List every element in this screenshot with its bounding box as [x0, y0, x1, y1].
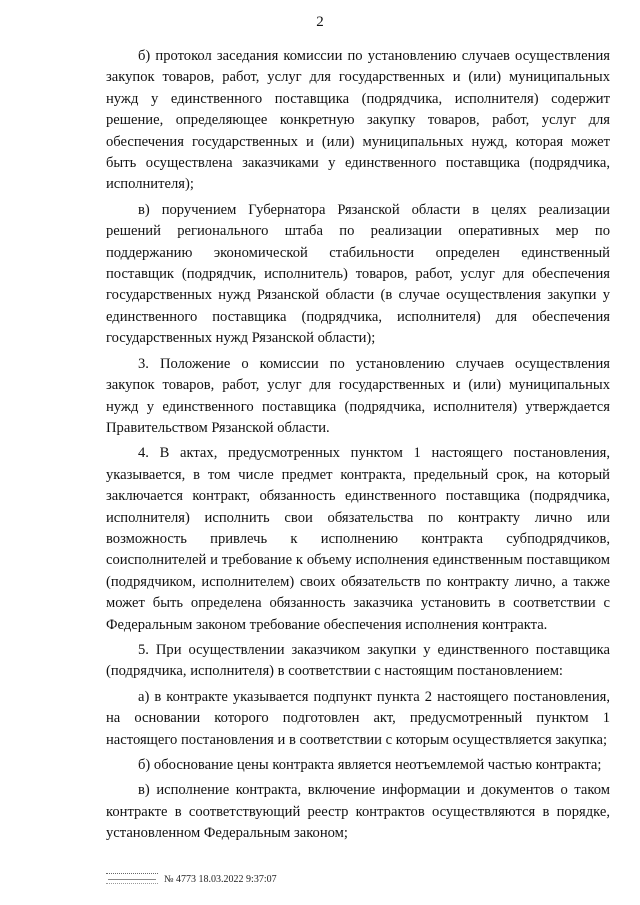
- paragraph-2v: в) поручением Губернатора Рязанской области в целях реализации решений регионального штаба по реализации оперативных мер по поддержанию экономической стабильности определен единственный поставщик (подрядчик, исполнитель) товаров, работ, услуг для обеспечения государственных нужд Рязанской области (в случае осуществления закупки у единственного поставщика (подрядчика, исполнителя) для обеспечения государственных нужд Рязанской области);: [106, 201, 610, 347]
- document-footer: [106, 872, 277, 886]
- document-id: № 4773 18.03.2022 9:37:07: [164, 873, 277, 885]
- registry-stamp-icon: [106, 872, 158, 886]
- paragraph-3: 3. Положение о комиссии по установлению случаев осуществления закупок товаров, работ, услуг для государственных и (или) муниципальных нужд у единственного поставщика (подрядчика, исполнителя) утверждается Правительством Рязанской области.: [106, 355, 610, 436]
- page-number: 2: [316, 14, 324, 30]
- paragraph-5a: а) в контракте указывается подпункт пункта 2 настоящего постановления, на основании которого подготовлен акт, предусмотренный пунктом 1 настоящего постановления и в соответствии с которым осуществляется закупка;: [106, 688, 610, 748]
- paragraph-5b: б) обоснование цены контракта является неотъемлемой частью контракта;: [138, 757, 602, 773]
- paragraph-5v: в) исполнение контракта, включение информации и документов о таком контракте в соответствующий реестр контрактов осуществляются в порядке, установленном Федеральным законом;: [106, 782, 610, 842]
- paragraph-4: 4. В актах, предусмотренных пунктом 1 настоящего постановления, указывается, в том числе предмет контракта, предельный срок, на который заключается контракт, обязанность единственного поставщика (подрядчика, исполнителя) исполнить свои обязательства по контракту лично или возможность привлечь к исполнению контракта субподрядчиков, соисполнителей и требование к объему исполнения единственным поставщиком (подрядчиком, исполнителем) своих обязательств по контракту лично, а также может быть определена обязанность заказчика установить в соответствии с Федеральным законом требование обеспечения исполнения контракта.: [106, 445, 610, 633]
- paragraph-5: 5. При осуществлении заказчиком закупки у единственного поставщика (подрядчика, исполнителя) в соответствии с настоящим постановлением:: [106, 641, 610, 680]
- paragraph-2b: б) протокол заседания комиссии по установлению случаев осуществления закупок товаров, работ, услуг для государственных и (или) муниципальных нужд у единственного поставщика (подрядчика, исполнителя) содержит решение, определяющее конкретную закупку товаров, работ, услуг для обеспечения государственных и (или) муниципальных нужд, которая может быть осуществлена заказчиками у единственного поставщика (подрядчика, исполнителя);: [106, 48, 610, 193]
- document-body: [106, 46, 610, 845]
